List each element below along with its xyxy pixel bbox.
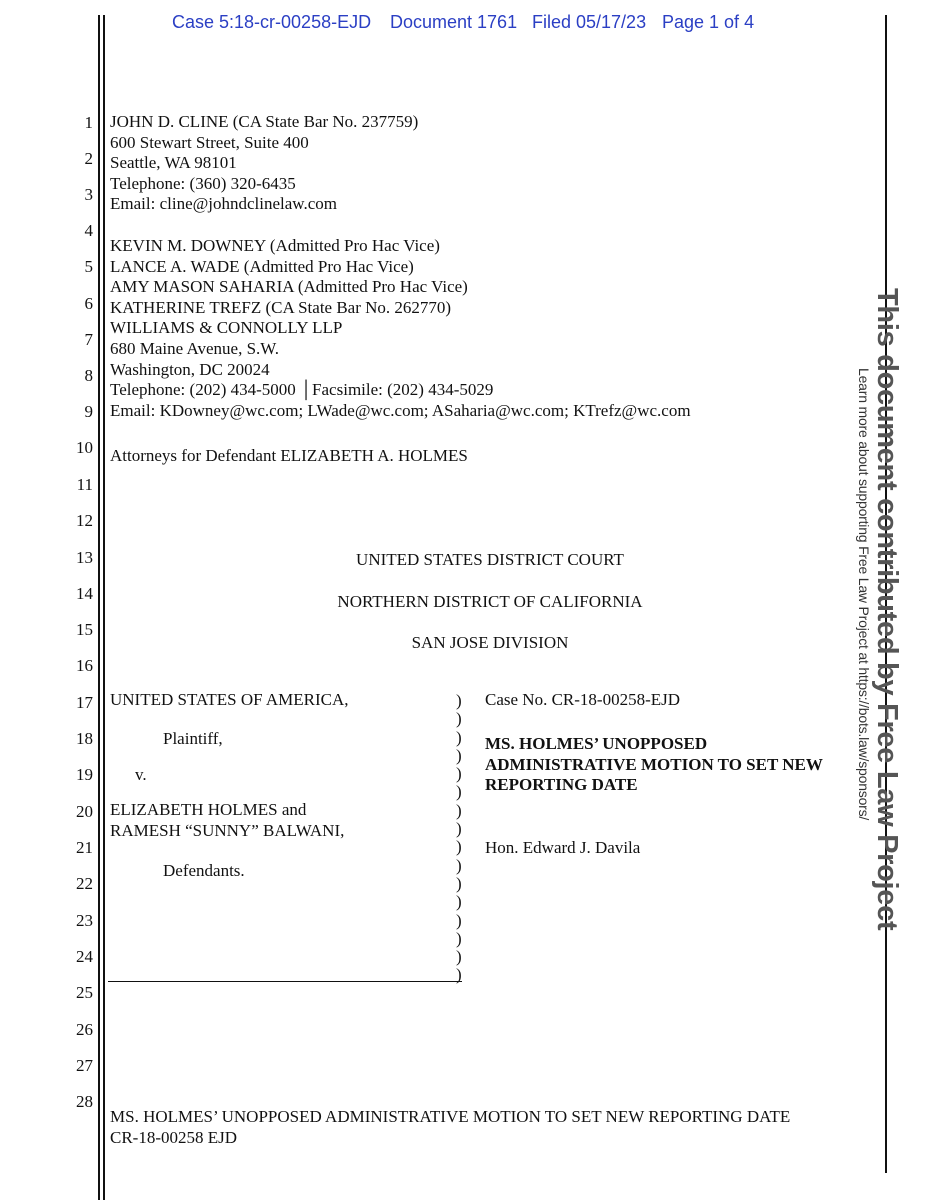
line-number: 18: [76, 729, 93, 748]
counsel-line: JOHN D. CLINE (CA State Bar No. 237759): [110, 112, 419, 131]
counsel-line: WILLIAMS & CONNOLLY LLP: [110, 318, 343, 338]
caption-defendants-label: Defendants.: [163, 861, 245, 880]
caption-versus: v.: [135, 765, 147, 784]
line-number: 9: [84, 402, 93, 421]
caption-paren: ): [456, 910, 462, 930]
caption-paren: ): [456, 727, 462, 747]
line-number: 3: [84, 185, 93, 204]
counsel-line: Email: KDowney@wc.com; LWade@wc.com; ASaharia@wc.com; KTrefz@wc.com: [110, 400, 691, 420]
attorneys-for: Attorneys for Defendant ELIZABETH A. HOLMES: [110, 446, 468, 465]
court-district: NORTHERN DISTRICT OF CALIFORNIA: [337, 592, 643, 611]
footer-title: MS. HOLMES’ UNOPPOSED ADMINISTRATIVE MOTION TO SET NEW REPORTING DATE: [110, 1107, 791, 1126]
caption-parens: [456, 692, 470, 985]
caption-paren: ): [456, 691, 462, 710]
caption-paren: ): [456, 947, 462, 967]
counsel-block-wc: [110, 236, 691, 421]
line-number: 6: [84, 294, 93, 313]
ecf-header: [0, 12, 928, 42]
caption-paren: ): [456, 855, 462, 875]
line-number: 24: [76, 947, 93, 966]
court-division: SAN JOSE DIVISION: [411, 633, 569, 652]
caption-paren: ): [456, 873, 462, 893]
caption-paren: ): [456, 764, 462, 784]
line-number: 21: [76, 838, 93, 857]
counsel-line: Telephone: (202) 434-5000 │Facsimile: (202) 434-5029: [110, 380, 494, 400]
counsel-line: KEVIN M. DOWNEY (Admitted Pro Hac Vice): [110, 236, 440, 255]
counsel-line: 680 Maine Avenue, S.W.: [110, 338, 280, 358]
caption-judge: Hon. Edward J. Davila: [485, 838, 641, 857]
line-number: 27: [76, 1056, 93, 1075]
line-number: 20: [76, 802, 93, 821]
header-case-number: Case 5:18-cr-00258-EJD: [172, 12, 372, 32]
line-number: 22: [76, 874, 93, 893]
line-number: 8: [84, 366, 93, 385]
caption-paren: ): [456, 965, 462, 985]
counsel-line: Seattle, WA 98101: [110, 153, 237, 173]
left-margin-rule-inner: [103, 15, 105, 1200]
line-number: 28: [76, 1092, 93, 1111]
counsel-block-cline: [110, 112, 418, 215]
line-number: 5: [84, 257, 93, 276]
counsel-line: Email: cline@johndclinelaw.com: [110, 194, 337, 214]
line-number: 1: [84, 113, 93, 132]
line-number: 25: [76, 983, 93, 1002]
caption-plaintiff-name: UNITED STATES OF AMERICA,: [110, 690, 349, 709]
line-number: 13: [76, 548, 93, 567]
counsel-line: Telephone: (360) 320-6435: [110, 173, 296, 193]
line-number: 15: [76, 620, 93, 639]
line-number: 10: [76, 438, 93, 457]
motion-title-line: MS. HOLMES’ UNOPPOSED: [485, 734, 708, 753]
caption-paren: ): [456, 709, 462, 729]
counsel-line: Washington, DC 20024: [110, 359, 270, 379]
line-number: 14: [76, 584, 93, 603]
line-number: 2: [84, 149, 93, 168]
motion-title-line: REPORTING DATE: [485, 775, 638, 795]
counsel-line: 600 Stewart Street, Suite 400: [110, 132, 309, 152]
caption-plaintiff-label: Plaintiff,: [163, 729, 223, 748]
header-document: Document 1761: [390, 12, 518, 32]
footer-case: CR-18-00258 EJD: [110, 1128, 238, 1147]
counsel-line: AMY MASON SAHARIA (Admitted Pro Hac Vice): [110, 277, 468, 297]
caption-paren: ): [456, 837, 462, 857]
watermark-main: This document contributed by Free Law Project: [871, 288, 903, 931]
line-number: 17: [76, 693, 93, 712]
line-number: 4: [84, 221, 93, 240]
line-number: 26: [76, 1020, 93, 1039]
motion-title-line: ADMINISTRATIVE MOTION TO SET NEW: [485, 754, 823, 774]
left-margin-rule-outer: [98, 15, 100, 1200]
caption-defendant-line2: RAMESH “SUNNY” BALWANI,: [110, 821, 345, 840]
caption-paren: ): [456, 782, 462, 802]
line-number: 16: [76, 656, 93, 675]
caption-case-no: Case No. CR-18-00258-EJD: [485, 690, 681, 709]
caption-underline: [108, 981, 462, 982]
line-number: 12: [76, 511, 93, 530]
motion-title: [485, 734, 823, 796]
counsel-line: KATHERINE TREFZ (CA State Bar No. 262770): [110, 297, 452, 317]
caption-paren: ): [456, 745, 462, 765]
line-number: 19: [76, 765, 93, 784]
caption-paren: ): [456, 800, 462, 820]
header-filed: Filed 05/17/23: [532, 12, 647, 32]
court-name: UNITED STATES DISTRICT COURT: [356, 550, 624, 569]
caption-paren: ): [456, 819, 462, 839]
counsel-line: LANCE A. WADE (Admitted Pro Hac Vice): [110, 256, 414, 276]
line-number: 23: [76, 911, 93, 930]
header-page: Page 1 of 4: [662, 12, 755, 32]
caption-paren: ): [456, 892, 462, 912]
caption-paren: ): [456, 928, 462, 948]
line-number: 11: [76, 475, 93, 494]
caption-defendant-line1: ELIZABETH HOLMES and: [110, 800, 307, 819]
line-number: 7: [84, 330, 93, 349]
watermark-sub: Learn more about supporting Free Law Project at https://bots.law/sponsors/: [856, 368, 872, 821]
